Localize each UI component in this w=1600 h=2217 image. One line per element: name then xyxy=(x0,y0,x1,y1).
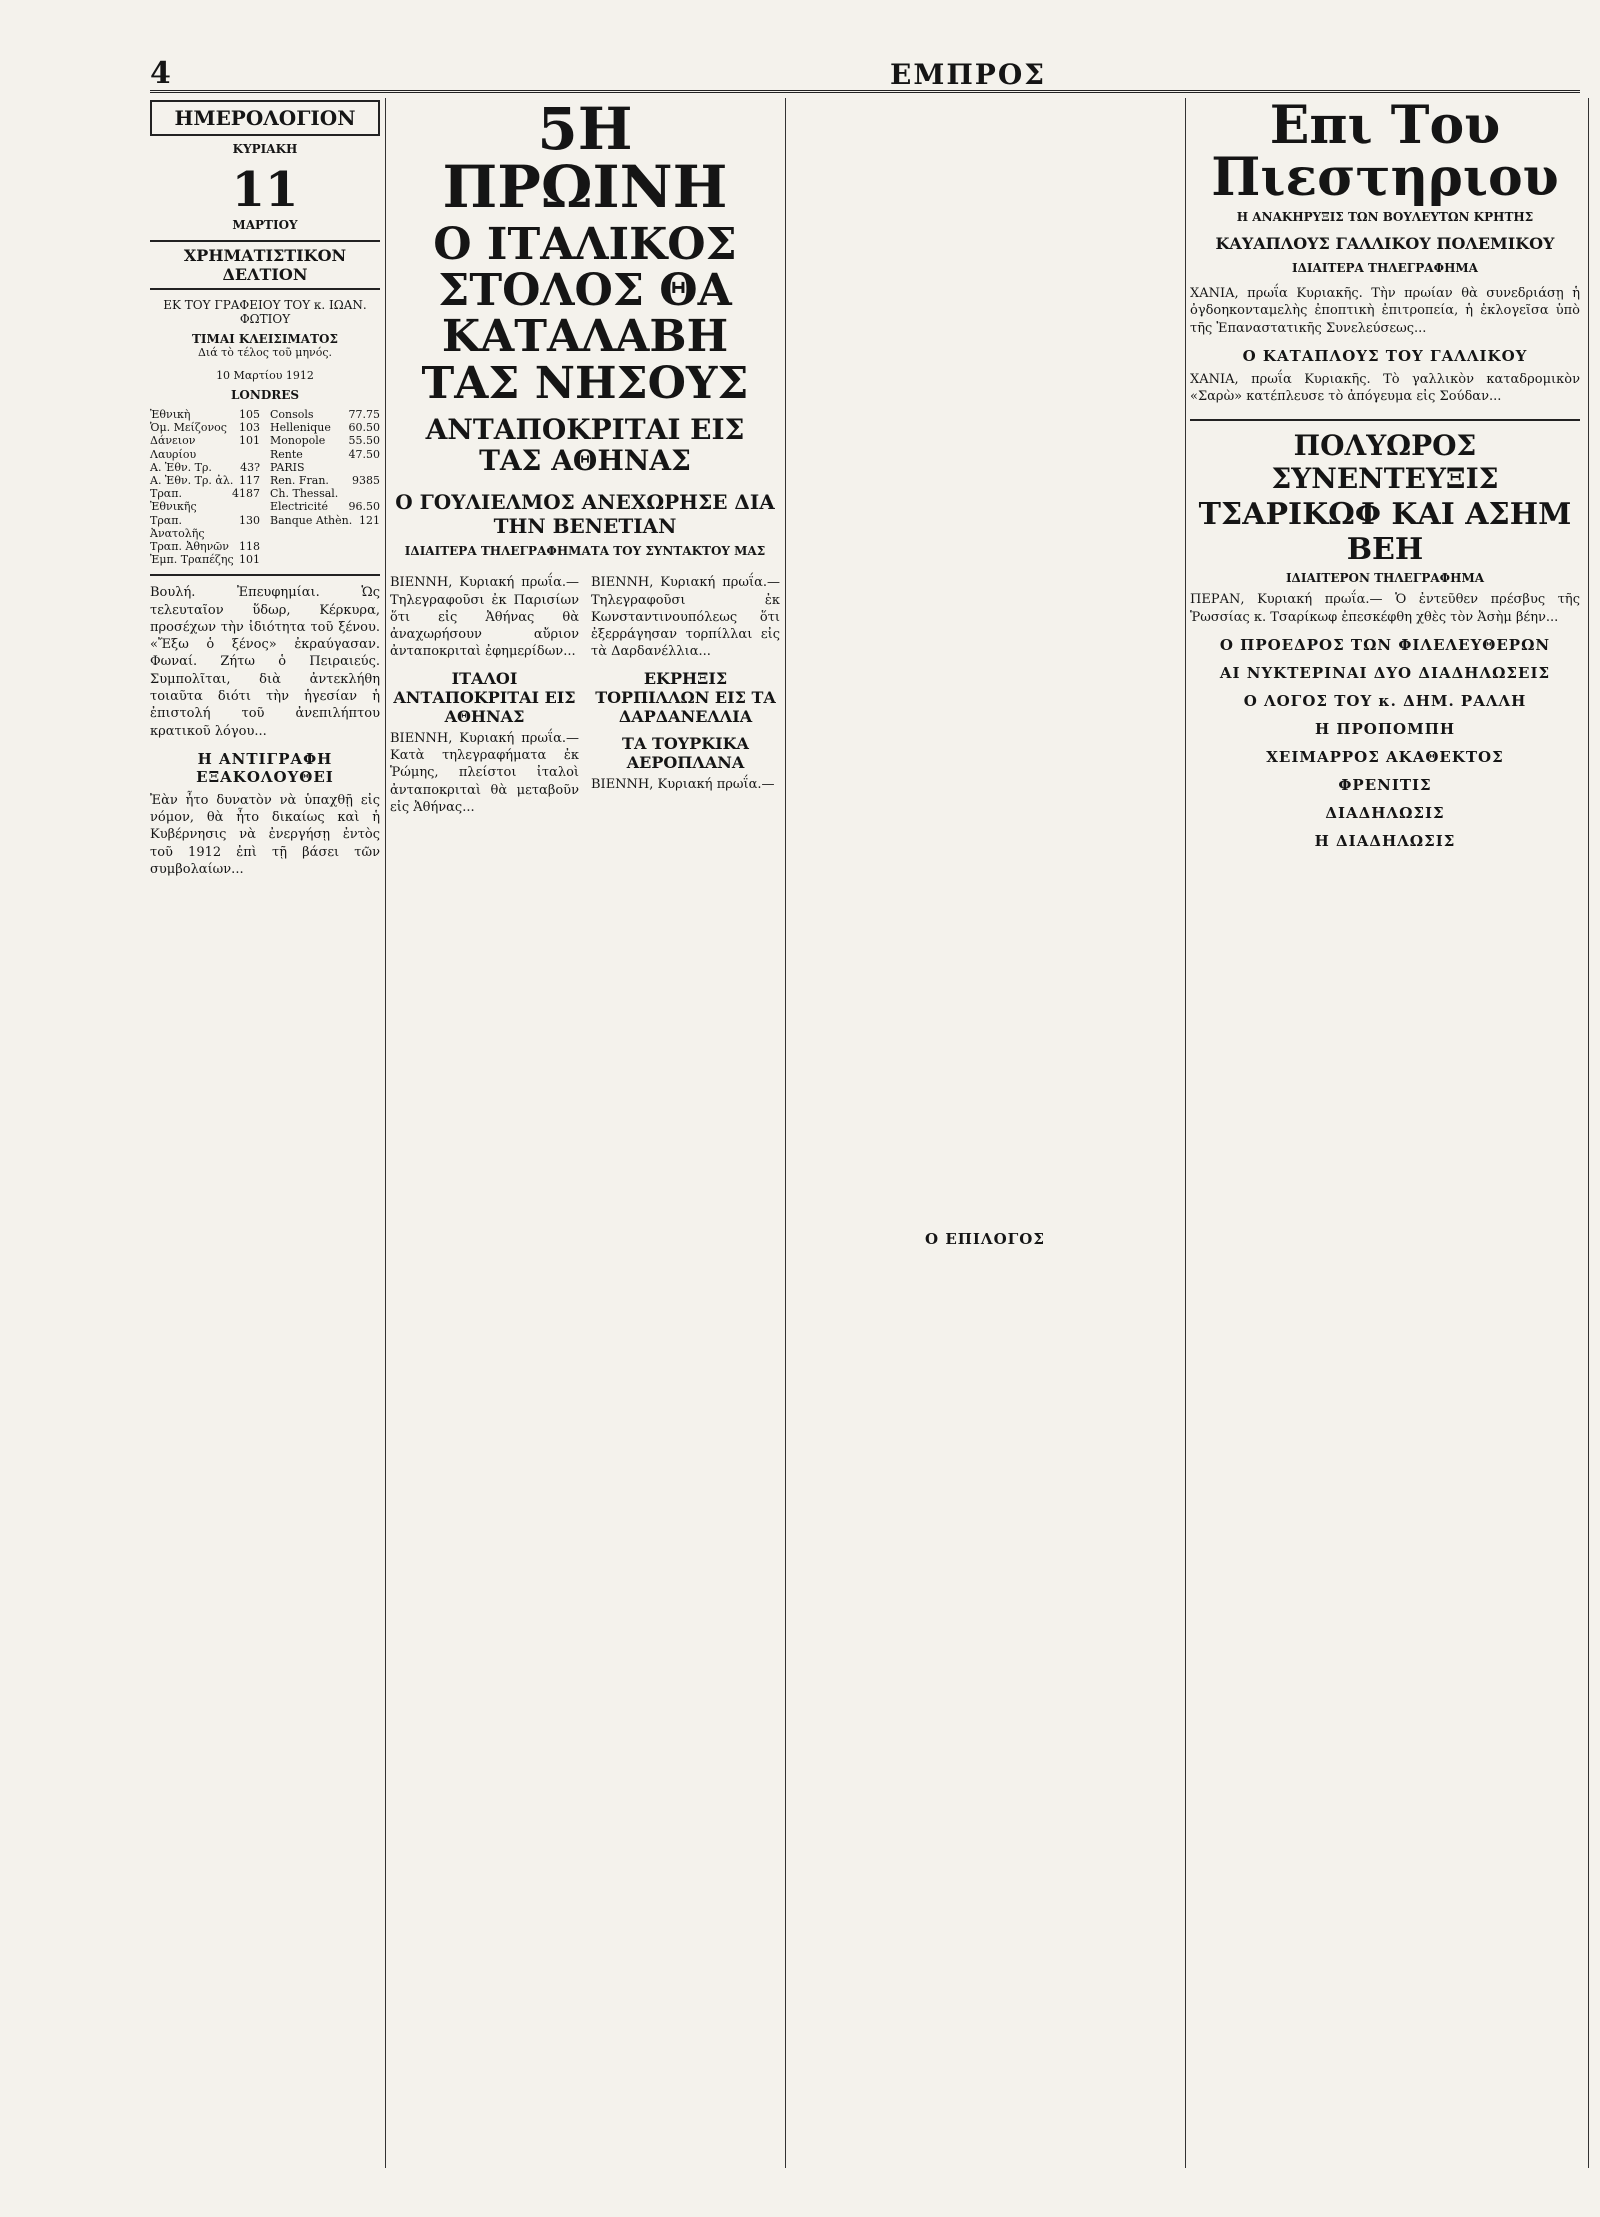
market-value: 60.50 xyxy=(348,421,380,435)
market-name: Ch. Thessal. xyxy=(270,487,339,501)
dispatch-3: ΒΙΕΝΝΗ, Κυριακή πρωΐα.— Τηλεγραφοῦσι ἐκ Κωνσταντινουπόλεως ὅτι ἐξερράγησαν τορπίλλαι εἰς τὰ Δαρδανέλλια... xyxy=(591,575,780,660)
market-row xyxy=(150,553,260,566)
market-value: 121 xyxy=(359,513,380,527)
press-dispatch-1: ΧΑΝΙΑ, πρωΐα Κυριακῆς. Τὴν πρωίαν θὰ συνεδριάσῃ ἡ ὀγδοηκονταμελὴς ἐποπτικὴ ἐπιτροπεία, ἡ ἐκλογεῖσα ὑπὸ τῆς Ἐπαναστατικῆς Συνελεύσεως... xyxy=(1190,286,1580,336)
interview-title: ΠΟΛΥΩΡΟΣ ΣΥΝΕΝΤΕΥΞΙΣ xyxy=(1271,429,1499,496)
market-value: 103 xyxy=(239,421,260,435)
market-row xyxy=(150,540,260,553)
dispatch-4: ΒΙΕΝΝΗ, Κυριακή πρωΐα.— xyxy=(591,776,775,792)
finance-date: 10 Μαρτίου 1912 xyxy=(216,369,314,382)
calendar-title: ΗΜΕΡΟΛΟΓΙΟΝ xyxy=(150,100,380,136)
dispatch-title-3: ΤΑ ΤΟΥΡΚΙΚΑ ΑΕΡΟΠΛΑΝΑ xyxy=(622,733,749,772)
market-row xyxy=(270,500,380,513)
market-row xyxy=(150,487,260,513)
interview-subhead-7: ΔΙΑΔΗΛΩΣΙΣ xyxy=(1325,803,1445,822)
main-headline-top: 5Η ΠΡΩΙΝΗ xyxy=(442,95,728,221)
market-value: 43? xyxy=(240,460,260,474)
market-value: 105 xyxy=(239,408,260,421)
newspaper-name: ΕΜΠΡΟΣ xyxy=(890,58,1047,91)
market-row xyxy=(270,487,380,500)
finance-title: ΧΡΗΜΑΤΙΣΤΙΚΟΝ ΔΕΛΤΙΟΝ xyxy=(150,240,380,290)
market-name: Consols xyxy=(270,408,314,421)
press-subtitle-2: ΚΑΥΑΠΛΟΥΣ ΓΑΛΛΙΚΟΥ ΠΟΛΕΜΙΚΟΥ xyxy=(1215,234,1555,253)
market-row xyxy=(150,474,260,487)
market-name: Monopole xyxy=(270,434,326,448)
interview-subhead-5: ΧΕΙΜΑΡΡΟΣ ΑΚΑΘΕΚΤΟΣ xyxy=(1266,747,1504,766)
market-row xyxy=(270,514,380,527)
market-row xyxy=(270,448,380,461)
market-name: Δάνειον Λαυρίου xyxy=(150,434,197,461)
main-headline-line2: ΑΝΤΑΠΟΚΡΙΤΑΙ ΕΙΣ ΤΑΣ ΑΘΗΝΑΣ xyxy=(425,412,745,477)
column-divider xyxy=(1588,98,1589,2168)
market-name: Α. Ἐθν. Τρ. xyxy=(150,460,212,474)
market-row xyxy=(270,474,380,487)
dispatch-title-1: ΙΤΑΛΟΙ ΑΝΤΑΠΟΚΡΙΤΑΙ ΕΙΣ ΑΘΗΝΑΣ xyxy=(393,668,576,726)
market-value: 9385 xyxy=(352,473,380,487)
market-value: 101 xyxy=(239,553,260,567)
market-name: Τραπ. Ἐθνικῆς xyxy=(150,487,197,514)
market-name: Electricité xyxy=(270,500,329,514)
separator xyxy=(150,574,380,576)
press-section-title-1: Ο ΚΑΤΑΠΛΟΥΣ ΤΟΥ ΓΑΛΛΙΚΟΥ xyxy=(1242,346,1528,365)
interview-subhead-1: Ο ΠΡΟΕΔΡΟΣ ΤΩΝ ΦΙΛΕΛΕΥΘΕΡΩΝ xyxy=(1219,635,1551,654)
main-headline-line4: ΙΔΙΑΙΤΕΡΑ ΤΗΛΕΓΡΑΦΗΜΑΤΑ ΤΟΥ ΣΥΝΤΑΚΤΟΥ ΜΑΣ xyxy=(404,544,766,559)
headline-subcolumns xyxy=(390,574,780,816)
calendar-day: 11 xyxy=(231,162,299,218)
calendar-weekday: ΚΥΡΙΑΚΗ xyxy=(232,142,298,156)
market-name: Α. Ἐθν. Τρ. ἀλ. xyxy=(150,473,234,487)
dispatch-2: ΒΙΕΝΝΗ, Κυριακή πρωΐα.— Κατὰ τηλεγραφήματα ἐκ Ῥώμης, πλείστοι ἰταλοὶ ἀνταποκριταὶ θὰ μεταβοῦν εἰς Ἀθήνας... xyxy=(390,730,579,815)
market-row xyxy=(150,421,260,434)
market-name: Ἐθνικὴ xyxy=(150,408,191,421)
market-value: 96.50 xyxy=(348,500,380,514)
market-name: Rente xyxy=(270,447,303,461)
interview-subhead-4: Η ΠΡΟΠΟΜΠΗ xyxy=(1314,719,1456,738)
right-column xyxy=(1190,95,1580,856)
market-row xyxy=(150,514,260,540)
market-name: Τραπ. Ἀθηνῶν xyxy=(150,539,229,553)
market-row xyxy=(270,434,380,447)
market-value: 117 xyxy=(239,473,260,487)
interview-subtitle: ΤΣΑΡΙΚΩΦ ΚΑΙ ΑΣΗΜ ΒΕΗ xyxy=(1198,497,1572,568)
market-row xyxy=(270,421,380,434)
calendar-month: ΜΑΡΤΙΟΥ xyxy=(232,218,298,232)
masthead-bar xyxy=(150,52,1580,93)
main-headline-line1: Ο ΙΤΑΛΙΚΟΣ ΣΤΟΛΟΣ ΘΑ ΚΑΤΑΛΑΒΗ ΤΑΣ ΝΗΣΟΥΣ xyxy=(421,219,749,409)
market-table xyxy=(150,408,380,566)
market-row xyxy=(270,461,380,474)
interview-subhead-2: ΑΙ ΝΥΚΤΕΡΙΝΑΙ ΔΥΟ ΔΙΑΔΗΛΩΣΕΙΣ xyxy=(1219,663,1551,682)
press-title: Επι Του Πιεστηριου xyxy=(1211,95,1559,208)
market-name: Banque Athèn. xyxy=(270,513,353,527)
finance-prices: ΤΙΜΑΙ ΚΛΕΙΣΙΜΑΤΟΣ xyxy=(192,332,338,346)
market-value: 101 xyxy=(239,434,260,448)
market-name: Ren. Fran. xyxy=(270,473,329,487)
market-row xyxy=(270,408,380,421)
left-article-text: Βουλή. Ἐπευφημίαι. Ὡς τελευταῖον ὕδωρ, Κέρκυρα, προσέχων τὴν ἰδιότητα τοῦ ξένου. «Ἔξω ὁ ξένος» ἐκραύγασαν. Φωναί. Ζήτω ὁ Πειραιεύς. Συμπολῖται, διὰ ἀντεκλήθη τοιαῦτα διότι τὴν ἡγεσίαν ἡ ἐπιστολή τοῦ ἀνεπιλήπτου κρατικοῦ λόγου... xyxy=(150,585,380,739)
column-divider xyxy=(785,98,786,2168)
market-row xyxy=(150,434,260,460)
dispatch-title-2: ΕΚΡΗΞΙΣ ΤΟΡΠΙΛΛΩΝ ΕΙΣ ΤΑ ΔΑΡΔΑΝΕΛΛΙΑ xyxy=(595,668,776,726)
headline-column xyxy=(390,95,780,816)
finance-office: ΕΚ ΤΟΥ ΓΡΑΦΕΙΟΥ ΤΟΥ κ. ΙΩΑΝ. ΦΩΤΙΟΥ xyxy=(163,298,367,326)
market-name: Ἐμπ. Τραπέζης xyxy=(150,553,234,567)
headline-right-subcolumn xyxy=(591,574,780,816)
press-subtitle-3: ΙΔΙΑΙΤΕΡΑ ΤΗΛΕΓΡΑΦΗΜΑ xyxy=(1291,261,1478,275)
finance-london: LONDRES xyxy=(230,388,300,402)
market-name: Hellenique xyxy=(270,421,331,435)
page-number: 4 xyxy=(150,56,171,91)
interview-subhead-3: Ο ΛΟΓΟΣ ΤΟΥ κ. ΔΗΜ. ΡΑΛΛΗ xyxy=(1243,691,1527,710)
interview-note: ΙΔΙΑΙΤΕΡΟΝ ΤΗΛΕΓΡΑΦΗΜΑ xyxy=(1285,571,1485,586)
market-value: 130 xyxy=(239,513,260,527)
market-row xyxy=(150,408,260,421)
separator xyxy=(1190,419,1580,421)
interview-subhead-6: ΦΡΕΝΙΤΙΣ xyxy=(1338,775,1432,794)
interview-text: ΠΕΡΑΝ, Κυριακή πρωΐα.— Ὁ ἐντεῦθεν πρέσβυς τῆς Ῥωσσίας κ. Τσαρίκωφ ἐπεσκέφθη χθὲς τὸν Ἀσὴμ βέην... xyxy=(1190,592,1580,625)
finance-note: Διά τὸ τέλος τοῦ μηνός. xyxy=(197,346,333,359)
market-name: Τραπ. Ἀνατολῆς xyxy=(150,513,205,540)
market-value: 118 xyxy=(239,539,260,553)
press-dispatch-2: ΧΑΝΙΑ, πρωΐα Κυριακῆς. Τὸ γαλλικὸν καταδρομικὸν «Σαρὼ» κατέπλευσε τὸ ἀπόγευμα εἰς Σούδαν... xyxy=(1190,371,1580,405)
market-row xyxy=(150,461,260,474)
dispatch-1: ΒΙΕΝΝΗ, Κυριακή πρωΐα.— Τηλεγραφοῦσι ἐκ Παρισίων ὅτι εἰς Ἀθήνας θὰ ἀναχωρήσουν αὔριον ἀνταποκριταὶ ἐφημερίδων... xyxy=(390,575,579,660)
column-divider xyxy=(1185,98,1186,2168)
left-section-heading: Η ΑΝΤΙΓΡΑΦΗ ΕΞΑΚΟΛΟΥΘΕΙ xyxy=(196,749,334,786)
market-name: PARIS xyxy=(270,460,305,474)
market-value: 47.50 xyxy=(348,447,380,461)
main-headline-line3: Ο ΓΟΥΛΙΕΛΜΟΣ ΑΝΕΧΩΡΗΣΕ ΔΙΑ ΤΗΝ ΒΕΝΕΤΙΑΝ xyxy=(395,490,775,539)
market-right xyxy=(270,408,380,566)
interview-subhead-8: Η ΔΙΑΔΗΛΩΣΙΣ xyxy=(1314,831,1456,850)
left-column xyxy=(150,100,380,878)
middle-footer-title: Ο ΕΠΙΛΟΓΟΣ xyxy=(925,1230,1045,1248)
market-name: Ὁμ. Μείζονος xyxy=(150,421,227,435)
press-subtitle-1: Η ΑΝΑΚΗΡΥΞΙΣ ΤΩΝ ΒΟΥΛΕΥΤΩΝ ΚΡΗΤΗΣ xyxy=(1236,210,1534,224)
market-value: 77.75 xyxy=(348,408,380,421)
headline-left-subcolumn xyxy=(390,574,579,816)
middle-lower-column xyxy=(790,1220,1180,1254)
left-article-text-2: Ἐὰν ἦτο δυνατὸν νὰ ὑπαχθῇ εἰς νόμον, θὰ ἦτο δικαίως καὶ ἡ Κυβέρνησις νὰ ἐνεργήσῃ ἐντὸς τοῦ 1912 ἐπὶ τῇ βάσει τῶν συμβολαίων... xyxy=(150,792,380,877)
market-value: 4187 xyxy=(232,487,260,501)
market-value: 55.50 xyxy=(348,434,380,448)
market-left xyxy=(150,408,260,566)
column-divider xyxy=(385,98,386,2168)
